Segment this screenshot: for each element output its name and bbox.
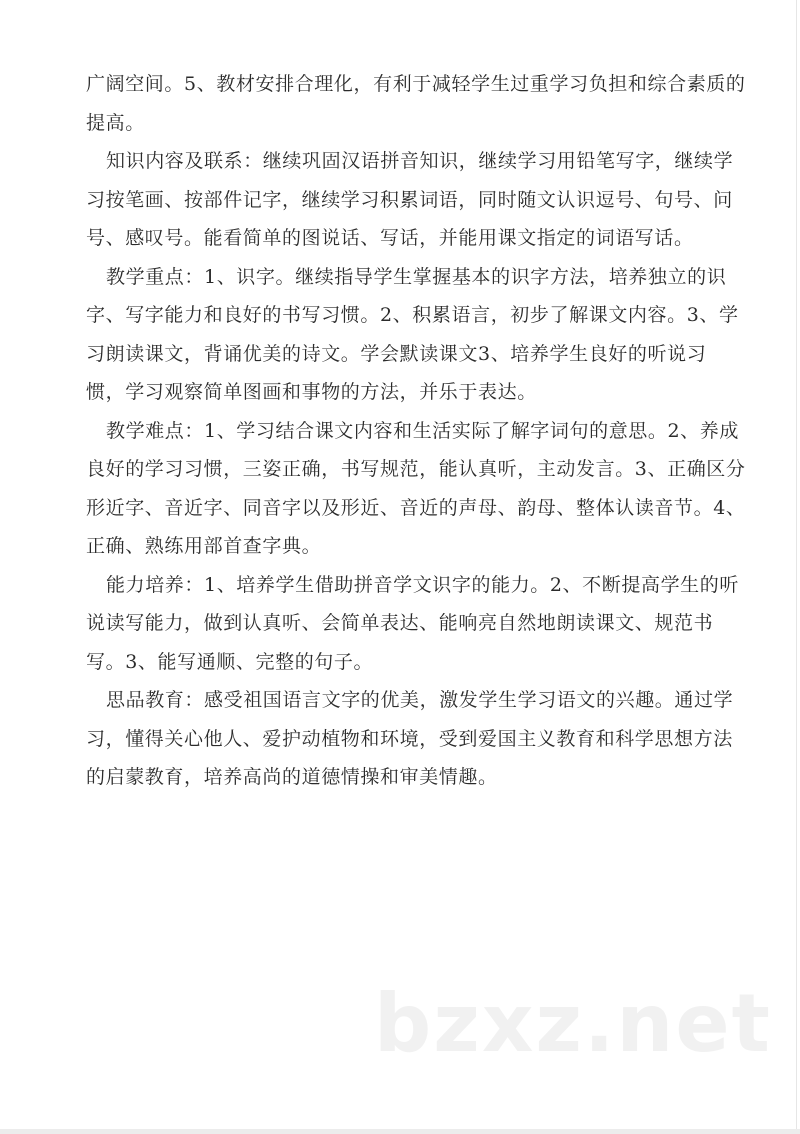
text-line: 知识内容及联系：继续巩固汉语拼音知识，继续学习用铅笔写字，继续学 — [106, 150, 734, 172]
text-line: 习朗读课文，背诵优美的诗文。学会默读课文3、培养学生良好的听说习 — [86, 342, 707, 365]
paragraph-ability-training — [86, 571, 739, 687]
text-line: 教学难点：1、学习结合课文内容和生活实际了解字词句的意思。2、养成 — [106, 419, 739, 442]
text-line: 教学重点：1、识字。继续指导学生掌握基本的识字方法，培养独立的识 — [106, 265, 727, 288]
paragraph-textbook-arrangement — [86, 70, 746, 147]
paragraph-knowledge-content — [86, 147, 734, 263]
text-line: 的启蒙教育，培养高尚的道德情操和审美情趣。 — [86, 766, 498, 788]
text-line: 写。3、能写通顺、完整的句子。 — [86, 650, 374, 673]
text-line: 号、感叹号。能看简单的图说话、写话，并能用课文指定的词语写话。 — [86, 227, 694, 249]
text-line: 能力培养：1、培养学生借助拼音学文识字的能力。2、不断提高学生的听 — [106, 573, 739, 596]
paragraph-teaching-difficulties — [86, 417, 746, 571]
page-bottom-edge — [0, 1129, 800, 1134]
text-line: 良好的学习习惯，三姿正确，书写规范，能认真听，主动发言。3、正确区分 — [86, 458, 746, 480]
text-line: 广阔空间。5、教材安排合理化，有利于减轻学生过重学习负担和综合素质的 — [86, 73, 746, 95]
text-line: 形近字、音近字、同音字以及形近、音近的声母、韵母、整体认读音节。4、 — [86, 496, 746, 519]
document-body — [86, 70, 746, 802]
text-line: 字、写字能力和良好的书写习惯。2、积累语言，初步了解课文内容。3、学 — [86, 304, 739, 326]
text-line: 正确、熟练用部首查字典。 — [86, 535, 322, 557]
text-line: 惯，学习观察简单图画和事物的方法，并乐于表达。 — [86, 381, 537, 403]
paragraph-moral-education — [86, 686, 734, 802]
paragraph-teaching-focus — [86, 263, 739, 417]
text-line: 思品教育：感受祖国语言文字的优美，激发学生学习语文的兴趣。通过学 — [106, 689, 734, 711]
text-line: 说读写能力，做到认真听、会简单表达、能响亮自然地朗读课文、规范书 — [86, 612, 714, 634]
text-line: 习按笔画、按部件记字，继续学习积累词语，同时随文认识逗号、句号、问 — [86, 188, 733, 211]
text-line: 提高。 — [86, 111, 145, 134]
watermark: bzxz.net — [374, 977, 772, 1070]
text-line: 习，懂得关心他人、爱护动植物和环境，受到爱国主义教育和科学思想方法 — [86, 727, 733, 750]
